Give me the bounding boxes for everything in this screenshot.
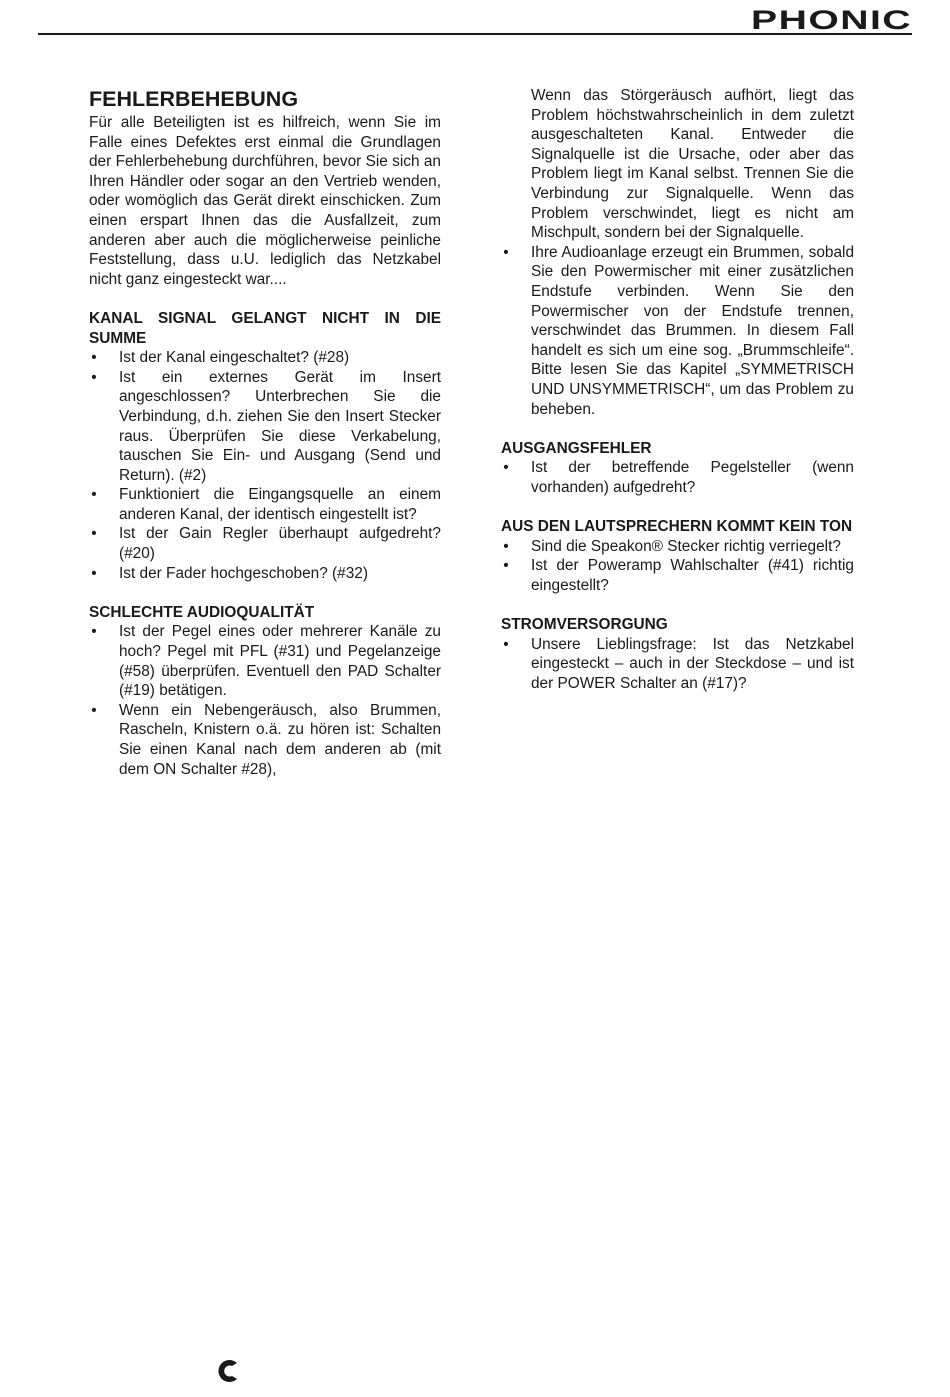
bullet-icon: •: [503, 459, 509, 477]
list-item: • Ist der Poweramp Wahlschalter (#41) richtig eingestellt?: [501, 556, 854, 595]
bullet-icon: •: [503, 557, 509, 575]
list-item: • Ist der Kanal eingeschaltet? (#28): [89, 348, 441, 368]
audio-quality-list: [89, 622, 441, 779]
list-item: • Funktioniert die Eingangsquelle an einem anderen Kanal, der identisch eingestellt ist?: [89, 485, 441, 524]
list-item: • Ist ein externes Gerät im Insert angeschlossen? Unterbrechen Sie die Verbindung, d.h. ziehen Sie den Insert Stecker raus. Überprüfen Sie diese Verkabelung, tauschen Sie Ein- und Ausgang (Send und Return). (#2): [89, 368, 441, 486]
list-item: • Ihre Audioanlage erzeugt ein Brummen, sobald Sie den Powermischer mit einer zusätzlichen Endstufe verbinden. Wenn Sie den Powermischer von der Endstufe trennen, verschwindet das Brummen. In diesem Fall handelt es sich um eine sog. „Brummschleife“. Bitte lesen Sie das Kapitel „SYMMETRISCH UND UNSYMMETRISCH“, um das Problem zu beheben.: [501, 243, 854, 419]
header-rule: [38, 33, 912, 35]
bullet-icon: •: [91, 623, 97, 641]
bullet-icon: •: [91, 525, 97, 543]
bullet-icon: •: [91, 349, 97, 367]
no-sound-list: [501, 537, 854, 596]
list-item: • Sind die Speakon® Stecker richtig verriegelt?: [501, 537, 854, 557]
bullet-icon: •: [503, 537, 509, 555]
left-column: [89, 86, 441, 779]
right-column: [501, 86, 854, 693]
intro-paragraph: Für alle Beteiligten ist es hilfreich, wenn Sie im Falle eines Defektes erst einmal die Grundlagen der Fehlerbehebung durchführen, bevor Sie sich an Ihren Händler oder sogar an den Vertrieb wenden, oder womöglich das Gerät direkt einschicken. Zum einen erspart Ihnen das die Ausfallzeit, zum anderen aber auch die möglicherweise peinliche Feststellung, dass u.U. lediglich das Netzkabel nicht ganz eingesteckt war....: [89, 114, 441, 288]
section-heading-output-errors: AUSGANGSFEHLER: [501, 439, 652, 457]
list-item: • Ist der Gain Regler überhaupt aufgedreht? (#20): [89, 524, 441, 563]
bullet-icon: •: [91, 564, 97, 582]
brand-logo: PHONIC: [751, 5, 912, 35]
list-item: • Ist der Pegel eines oder mehrerer Kanäle zu hoch? Pegel mit PFL (#31) und Pegelanzeige (#58) überprüfen. Eventuell den PAD Schalter (#19) betätigen.: [89, 622, 441, 700]
section-heading-power-supply: STROMVERSORGUNG: [501, 616, 668, 634]
page-title: FEHLERBEHEBUNG: [89, 87, 299, 111]
bullet-icon: •: [503, 635, 509, 653]
bullet-icon: •: [91, 368, 97, 386]
channel-signal-list: [89, 348, 441, 583]
bullet-icon: •: [503, 243, 509, 261]
c-logo-icon: [213, 1357, 241, 1385]
list-item: • Unsere Lieblingsfrage: Ist das Netzkabel eingesteckt – auch in der Steckdose – und ist der POWER Schalter an (#17)?: [501, 635, 854, 694]
list-item: • Ist der Fader hochgeschoben? (#32): [89, 564, 441, 584]
output-errors-list: [501, 458, 854, 497]
list-item: • Ist der betreffende Pegelsteller (wenn vorhanden) aufgedreht?: [501, 458, 854, 497]
power-supply-list: [501, 635, 854, 694]
section-heading-audio-quality: SCHLECHTE AUDIOQUALITÄT: [89, 603, 315, 621]
bullet-icon: •: [91, 486, 97, 504]
section-heading-no-sound: AUS DEN LAUTSPRECHERN KOMMT KEIN TON: [501, 518, 853, 536]
hum-list: [501, 243, 854, 419]
section-heading-channel-signal: KANAL SIGNAL GELANGT NICHT IN DIE SUMME: [89, 309, 441, 347]
list-item: • Wenn ein Nebengeräusch, also Brummen, Rascheln, Knistern o.ä. zu hören ist: Schalten Sie einen Kanal nach dem anderen ab (mit dem ON Schalter #28),: [89, 701, 441, 779]
continued-paragraph: Wenn das Störgeräusch aufhört, liegt das Problem höchstwahrscheinlich in dem zuletzt ausgeschalteten Kanal. Entweder die Signalquelle ist die Ursache, oder aber das Problem liegt im Kanal selbst. Trennen Sie die Verbindung zur Signalquelle. Wenn das Problem verschwindet, liegt es nicht am Mischpult, sondern bei der Signalquelle.: [531, 87, 854, 242]
bullet-icon: •: [91, 701, 97, 719]
